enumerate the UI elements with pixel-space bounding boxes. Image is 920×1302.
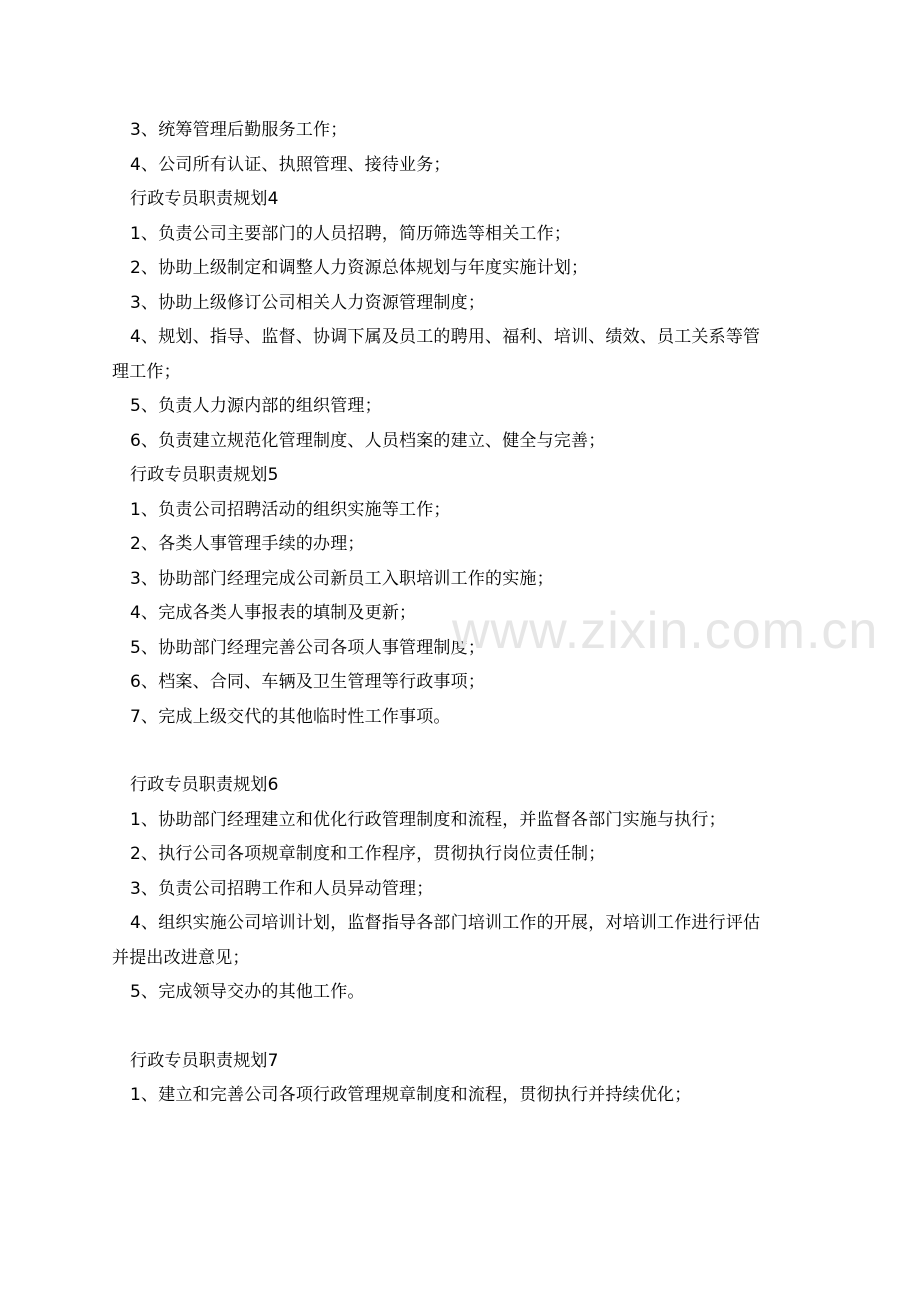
- list-item: 1、负责公司招聘活动的组织实施等工作；: [130, 499, 451, 520]
- list-item: 3、负责公司招聘工作和人员异动管理；: [130, 878, 434, 899]
- list-item: 4、公司所有认证、执照管理、接待业务；: [130, 154, 451, 175]
- list-item: 2、协助上级制定和调整人力资源总体规划与年度实施计划；: [130, 258, 589, 278]
- list-item: 5、完成领导交办的其他工作。: [130, 982, 365, 1002]
- section-heading: 行政专员职责规划6: [130, 775, 279, 795]
- list-item: 1、建立和完善公司各项行政管理规章制度和流程，贯彻执行并持续优化；: [130, 1085, 692, 1105]
- list-item: 2、各类人事管理手续的办理；: [130, 534, 365, 554]
- list-item: 6、档案、合同、车辆及卫生管理等行政事项；: [130, 672, 486, 692]
- list-item: 3、统筹管理后勤服务工作；: [130, 120, 348, 140]
- list-item: 4、规划、指导、监督、协调下属及员工的聘用、福利、培训、绩效、员工关系等管: [130, 327, 761, 347]
- list-item: 4、完成各类人事报表的填制及更新；: [130, 603, 417, 623]
- list-item: 1、协助部门经理建立和优化行政管理制度和流程，并监督各部门实施与执行；: [130, 809, 726, 830]
- document-body: [112, 113, 812, 1113]
- list-item: 4、组织实施公司培训计划，监督指导各部门培训工作的开展，对培训工作进行评估: [130, 913, 761, 933]
- list-item: 7、完成上级交代的其他临时性工作事项。: [130, 706, 451, 727]
- list-item: 6、负责建立规范化管理制度、人员档案的建立、健全与完善；: [130, 430, 606, 451]
- section-heading: 行政专员职责规划5: [130, 465, 279, 485]
- list-item: 2、执行公司各项规章制度和工作程序，贯彻执行岗位责任制；: [130, 844, 606, 864]
- list-item: 3、协助上级修订公司相关人力资源管理制度；: [130, 292, 486, 313]
- watermark: www.zixin.com.cn: [452, 602, 879, 660]
- list-item: 5、负责人力源内部的组织管理；: [130, 396, 382, 416]
- list-item-continuation: 并提出改进意见；: [112, 947, 250, 968]
- list-item: 5、协助部门经理完善公司各项人事管理制度；: [130, 637, 486, 658]
- list-item-continuation: 理工作；: [112, 361, 181, 382]
- list-item: 1、负责公司主要部门的人员招聘，简历筛选等相关工作；: [130, 223, 572, 244]
- section-heading: 行政专员职责规划4: [130, 189, 279, 209]
- section-heading: 行政专员职责规划7: [130, 1050, 279, 1071]
- list-item: 3、协助部门经理完成公司新员工入职培训工作的实施；: [130, 568, 554, 589]
